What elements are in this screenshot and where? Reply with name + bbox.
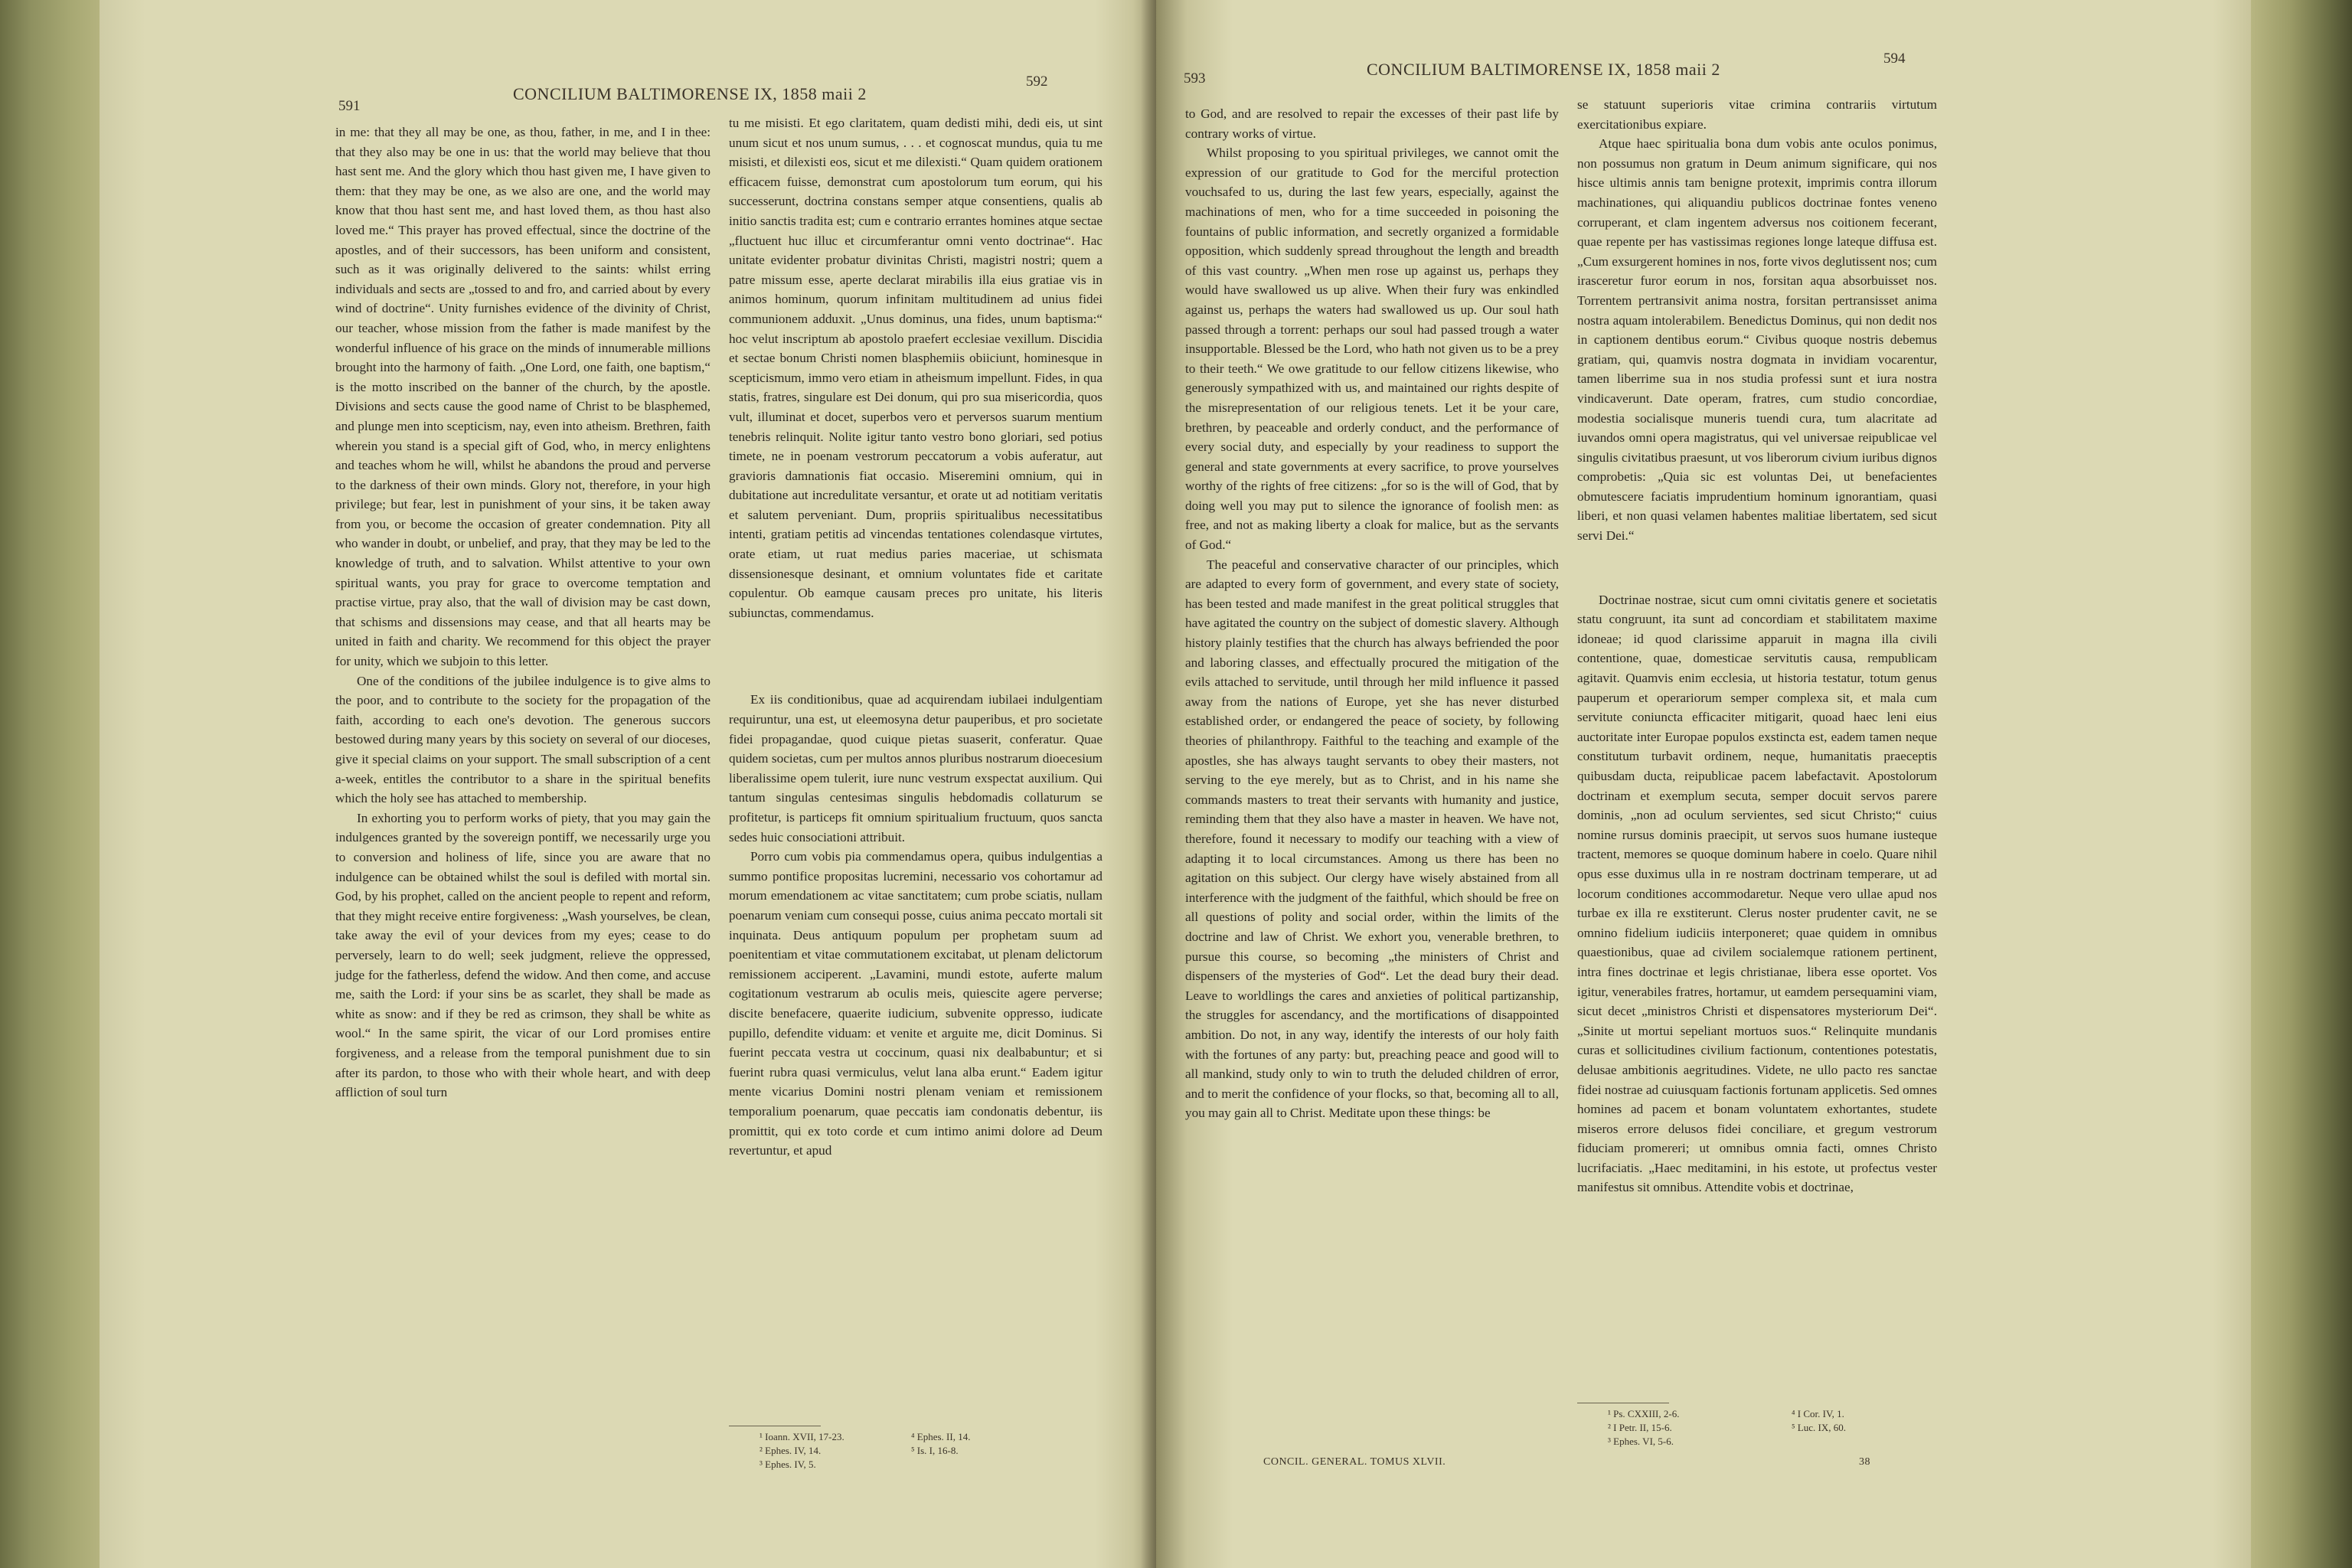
paragraph: in me: that they all may be one, as thou, father, in me, and I in thee: that they also may be one in us: that the world may believe that thou hast sent me. And the glory which thou hast given me, I have given to them: that they may be one, as we also are one, and the world may know that thou hast sent me, and hast loved them, as thou hast also loved me.“ This prayer has proved effectual, since the doctrine of the apostles, and of their successors, has been uniform and consistent, such as it was originally delivered to the saints: whilst erring individuals and sects are „tossed to and fro, and carried about by every wind of doctrine“. Unity furnishes evidence of the divinity of Christ, our teacher, whose mission from the father is made manifest by the wonderful influence of his grace on the minds of innumerable millions brought into the harmony of faith. „One Lord, one faith, one baptism,“ is the motto inscribed on the banner of the church, by the apostle. Divisions and sects cause the good name of Christ to be blasphemed, and plunge men into scepticism, nay, even into atheism. Brethren, faith wherein you stand is a special gift of God, who, in mercy enlightens and teaches whom he will, whilst he abandons the proud and perverse to the darkness of their own minds. Glory not, therefore, in your high privilege; but fear, lest in punishment of your sins, it be taken away from you, or become the occasion of greater condemnation. Pity all who wander in doubt, or unbelief, and pray, that they may be led to the knowledge of truth, and to salvation. Whilst attentive to your own spiritual wants, you pray for grace to overcome temptation and practise virtue, pray also, that the wall of division may be cast down, that schisms and dissensions may cease, and that all hearts may be united in faith and charity. We recommend for this object the prayer for unity, which we subjoin to this letter. [335, 125, 710, 669]
footnote: ⁵ Luc. IX, 60. [1792, 1422, 1846, 1433]
right-page-column-english [1185, 104, 1559, 1123]
paragraph: The peaceful and conservative character of our principles, which are adapted to every form of government, and every state of society, has been tested and made manifest in the great political struggles that have agitated the country on the subject of domestic slavery. Although history plainly testifies that the church has always befriended the poor and laboring classes, and effectually procured the mitigation of the evils attached to servitude, until through her mild influence it passed away from the nations of Europe, yet she has never disturbed established order, or endangered the peace of society, by following theories of philanthropy. Faithful to the teaching and example of the apostles, she has always taught servants to obey their masters, not serving to the eye merely, but as to Christ, and in his name she commands masters to treat their servants with humanity and justice, reminding them that they also have a master in heaven. We have not, therefore, found it necessary to modify our teaching with a view of adapting it to local circumstances. Among us there has been no agitation on this subject. Our clergy have wisely abstained from all interference with the judgment of the faithful, which should be free on all questions of polity and social order, within the limits of the doctrine and law of Christ. We exhort you, venerable brethren, to pursue this course, so becoming „the ministers of Christ and dispensers of the mysteries of God“. Let the dead bury their dead. Leave to worldlings the cares and anxieties of political partizanship, the struggles for ascendancy, and the mortifications of disappointed ambition. Do not, in any way, identify the interests of our holy faith with the fortunes of any party: but, preaching peace and good will to all mankind, study only to win to truth the deluded children of error, and to merit the confidence of your flocks, so that, becoming all to all, you may gain all to Christ. Meditate upon these things: be [1185, 557, 1559, 1121]
footnote: ³ Ephes. IV, 5. [760, 1459, 816, 1470]
footnote: ⁵ Is. I, 16-8. [911, 1445, 959, 1456]
footnote: ⁴ I Cor. IV, 1. [1792, 1408, 1844, 1419]
volume-signature-line: CONCIL. GENERAL. TOMUS XLVII. [1263, 1456, 1446, 1468]
footnotes-right-b [1792, 1407, 1846, 1435]
page-number-591: 591 [338, 98, 361, 114]
left-page-column-english [335, 122, 710, 1102]
footnote: ² I Petr. II, 15-6. [1608, 1422, 1672, 1433]
paragraph: se statuunt superioris vitae crimina contrariis virtutum exercitationibus expiare. [1577, 97, 1937, 132]
paragraph: In exhorting you to perform works of piety, that you may gain the indulgences granted by the sovereign pontiff, we necessarily urge you to conversion and holiness of life, since you are aware that no indulgence can be obtained whilst the soul is defiled with mortal sin. God, by his prophet, called on the ancient people to repent and reform, that they might receive entire forgiveness: „Wash yourselves, be clean, take away the evil of your devices from my eyes; cease to do perversely, learn to do well; seek judgment, relieve the oppressed, judge for the fatherless, defend the widow. And then come, and accuse me, saith the Lord: if your sins be as scarlet, they shall be made as white as snow: and if they be red as crimson, they shall be white as wool.“ In the same spirit, the vicar of our Lord promises entire forgiveness, and a release from the temporal punishment due to sin after its pardon, to those who with their whole heart, and with deep affliction of soul turn [335, 810, 710, 1100]
page-number-594: 594 [1883, 51, 1906, 67]
paragraph: Doctrinae nostrae, sicut cum omni civitatis genere et societatis statu congruunt, ita sunt ad concordiam et stabilitatem maxime idoneae; id quod clarissime apparuit in magna illa civili contentione, quae, domesticae servitutis causa, rempublicam agitavit. Quamvis enim ecclesia, ut historia testatur, totum genus pauperum et operariorum semper complexa sit, et mala cum servitute coniuncta efficaciter mitigarit, quoad haec leni eius auctoritate inter Europae populos exstincta est, eadem tamen neque constitutum turbavit ordinem, neque, humanitatis praeceptis quibusdam ducta, reipublicae pacem labefactavit. Apostolorum doctrinam et exemplum secuta, semper docuit servos parere dominis, „non ad oculum servientes, sed sicut Christo;“ cuius nomine rursus dominis praecipit, ut servos suos humane iusteque tractent, memores se quoque dominum habere in coelo. Quare nihil opus esse duximus ulla in re nostram doctrinam temperare, ut ad locorum conditiones accommodaretur. Neque vero ullae apud nos turbae ex illa re exstiterunt. Clerus noster prudenter cavit, ne se omnino fidelium iudiciis interponeret; quae quidem in omnibus quaestionibus, quae ad civilem socialemque rationem pertinent, intra fines doctrinae et legis christianae, libera esse oportet. Vos igitur, venerabiles fratres, hortamur, ut eamdem persequamini viam, sicut decet „ministros Christi et dispensatores mysteriorum Dei“. „Sinite ut mortui sepeliant mortuos suos.“ Relinquite mundanis curas et sollicitudines civilium factionum, contentiones potestatis, delusae ambitionis aegritudines. Videte, ne ullo pacto res sanctae fidei nostrae ad cuiusquam factionis fortunam applicetis. Sed omnes homines ad pacem et bonam voluntatem exhortantes, studete miseros errore delusos fidei conciliare, et gregum vestrorum fiduciam promereri; ut omnibus omnia facti, omnes Christo lucrifaciatis. „Haec meditamini, in his estote, ut profectus vester manifestus sit omnibus. Attendite vobis et doctrinae, [1577, 592, 1937, 1195]
page-number-593: 593 [1184, 70, 1206, 87]
footnote: ⁴ Ephes. II, 14. [911, 1431, 971, 1442]
left-page-column-latin [729, 113, 1102, 1161]
left-page [100, 0, 1156, 1568]
page-number-592: 592 [1026, 74, 1048, 90]
signature-mark: 38 [1859, 1456, 1870, 1468]
paragraph: tu me misisti. Et ego claritatem, quam dedisti mihi, dedi eis, ut sint unum sicut et nos unum sumus, . . . et cognoscat mundus, quia tu me misisti, et dilexisti eos, sicut et me dilexisti.“ Quam quidem orationem efficacem fuisse, demonstrat cum apostolorum tum eorum, qui his successerunt, doctrina constans semper atque consentiens, qualis ab initio sanctis tradita est; cum e contrario errantes homines atque sectae „fluctuent huc illuc et circumferantur omni vento doctrinae“. Hac unitate evidenter probatur divinitas Christi, magistri nostri; quem a patre missum esse, aperte declarat mirabilis illa eius gratiae vis in animos hominum, quorum infinitam multitudinem ad unius fidei communionem adduxit. „Unus dominus, una fides, unum baptisma:“ hoc velut inscriptum ab apostolo praefert ecclesiae vexillum. Discidia et sectae bonum Christi nomen blasphemiis obiiciunt, hominesque in scepticismum, immo vero etiam in atheismum impellunt. Fides, in qua statis, fratres, singulare est Dei donum, qui pro sua misericordia, quos vult, illuminat et docet, superbos vero et perversos suarum mentium tenebris relinquit. Nolite igitur tanto vestro bono gloriari, sed potius timete, ne in poenam vestrorum peccatorum a vobis auferatur, aut gravioris damnationis fiat occasio. Miseremini omnium, qui in dubitatione aut incredulitate versantur, et orate ut ad notitiam veritatis et salutem perveniant. Dum, propriis spiritualibus necessitatibus intenti, gratiam petitis ad vincendas tentationes colendasque virtutes, orate etiam, ut ruat medius paries maceriae, ut schismata dissensionesque desinant, et omnium voluntates fide et caritate copulentur. Ob eamque causam preces pro unitate, his literis subiunctas, commendamus. [729, 116, 1102, 620]
footnote: ² Ephes. IV, 14. [760, 1445, 822, 1456]
footnote: ¹ Ps. CXXIII, 2-6. [1608, 1408, 1680, 1419]
footnote: ³ Ephes. VI, 5-6. [1608, 1436, 1674, 1447]
paragraph: Whilst proposing to you spiritual privileges, we cannot omit the expression of our gratitude to God for the merciful protection vouchsafed to us, during the last few years, especially, against the machinations of men, who for a time succeeded in poisoning the fountains of public information, and secretly organized a formidable opposition, which suddenly spread throughout the length and breadth of this vast country. „When men rose up against us, perhaps they would have swallowed us up alive. When their fury was enkindled against us, perhaps the waters had swallowed us up. Our soul hath passed through a torrent: perhaps our soul had passed trough a water insupportable. Blessed be the Lord, who hath not given us to be a prey to their teeth.“ We owe gratitude to our fellow citizens likewise, who generously sympathized with us, and maintained our rights despite of the misrepresentation of our religious tenets. Let it be your care, brethren, by peaceable and orderly conduct, and the performance of every social duty, and especially by your readiness to support the general and state governments at every sacrifice, to prove yourselves worthy of the rights of free citizens: „for so is the will of God, that by doing well you may put to silence the ignorance of foolish men: as free, and not as making liberty a cloak for malice, but as the servants of God.“ [1185, 145, 1559, 553]
paragraph: to God, and are resolved to repair the excesses of their past life by contrary works of virtue. [1185, 106, 1559, 141]
footnote: ¹ Ioann. XVII, 17-23. [760, 1431, 844, 1442]
running-head-left: CONCILIUM BALTIMORENSE IX, 1858 maii 2 [513, 84, 867, 103]
right-page [1156, 0, 2251, 1568]
paragraph: One of the conditions of the jubilee indulgence is to give alms to the poor, and to contribute to the society for the propagation of the faith, according to each one's devotion. The generous succors bestowed during many years by this society on several of our dioceses, give it special claims on your support. The small subscription of a cent a-week, entitles the contributor to a share in the spiritual benefits which the holy see has attached to membership. [335, 673, 710, 806]
paragraph: Ex iis conditionibus, quae ad acquirendam iubilaei indulgentiam requiruntur, una est, ut eleemosyna detur pauperibus, et pro societate fidei propagandae, quod cuique pietas suaserit, conferatur. Quae quidem societas, cum per multos annos pluribus nostrarum dioecesium liberalissime opem tulerit, iure nunc vestrum exspectat auxilium. Qui tantum singulas centesimas singulis hebdomadis collaturum se profitetur, is particeps fit omnium spiritualium fructuum, quos sancta sedes huic consociationi attribuit. [729, 692, 1102, 844]
footnotes-left-a [760, 1430, 844, 1472]
footnotes-right-a [1608, 1407, 1679, 1449]
running-head-right: CONCILIUM BALTIMORENSE IX, 1858 maii 2 [1367, 60, 1720, 79]
paragraph: Atque haec spiritualia bona dum vobis ante oculos ponimus, non possumus non gratum in Deum animum significare, qui nos hisce ultimis annis tam benigne protexit, imprimis contra illorum machinationes, qui aliquandiu publicos doctrinae fontes veneno corruperant, et clam ingentem adversus nos coitionem fecerant, quae repente per has vastissimas regiones longe lateque diffusa est. „Cum exsurgerent homines in nos, forte vivos deglutissent nos; cum irasceretur furor eorum in nos, forsitan aqua absorbuisset nos. Torrentem pertransivit anima nostra, forsitan pertransisset anima nostra aquam intolerabilem. Benedictus Dominus, qui non dedit nos in captionem dentibus eorum.“ Civibus quoque nostris debemus gratiam, qui, quamvis nostra dogmata in invidiam vocarentur, tamen liberrime sua in nos studia professi sunt et iura nostra vindicaverunt. Date operam, fratres, cum studio concordiae, modestia socialisque muneris tuendi cura, tum alacritate ad iuvandos omni opera magistratus, qui vel universae reipublicae vel singulis civitatibus praesunt, ut vos liberorum civium iuribus dignos comprobetis: „Quia sic est voluntas Dei, ut benefacientes obmutescere faciatis imprudentium hominum ignorantiam, quasi liberi, et non quasi velamen habentes malitiae libertatem, sed sicut servi Dei.“ [1577, 136, 1937, 544]
footnotes-left-b [911, 1430, 970, 1458]
right-page-column-latin [1577, 95, 1937, 1197]
paragraph: Porro cum vobis pia commendamus opera, quibus indulgentias a summo pontifice propositas lucremini, necessario vos cohortamur ad morum emendationem ac vitae sanctitatem; cum probe sciatis, nullam poenarum veniam cum consequi posse, cuius anima peccato mortali sit inquinata. Deus antiquum populum per prophetam suum ad poenitentiam et vitae commutationem excitabat, ut plenam delictorum remissionem acciperent. „Lavamini, mundi estote, auferte malum cogitationum vestrarum ab oculis meis, quiescite agere perverse; discite benefacere, quaerite iudicium, subvenite oppresso, iudicate pupillo, defendite viduam: et venite et arguite me, dicit Dominus. Si fuerint peccata vestra ut coccinum, quasi nix dealbabuntur; et si fuerint rubra quasi vermiculus, velut lana alba erunt.“ Eadem igitur mente vicarius Domini nostri plenam veniam et remissionem temporalium poenarum, quae peccatis iam condonatis debentur, iis promittit, qui ex toto corde et cum intimo animi dolore ad Deum revertuntur, et apud [729, 849, 1102, 1158]
